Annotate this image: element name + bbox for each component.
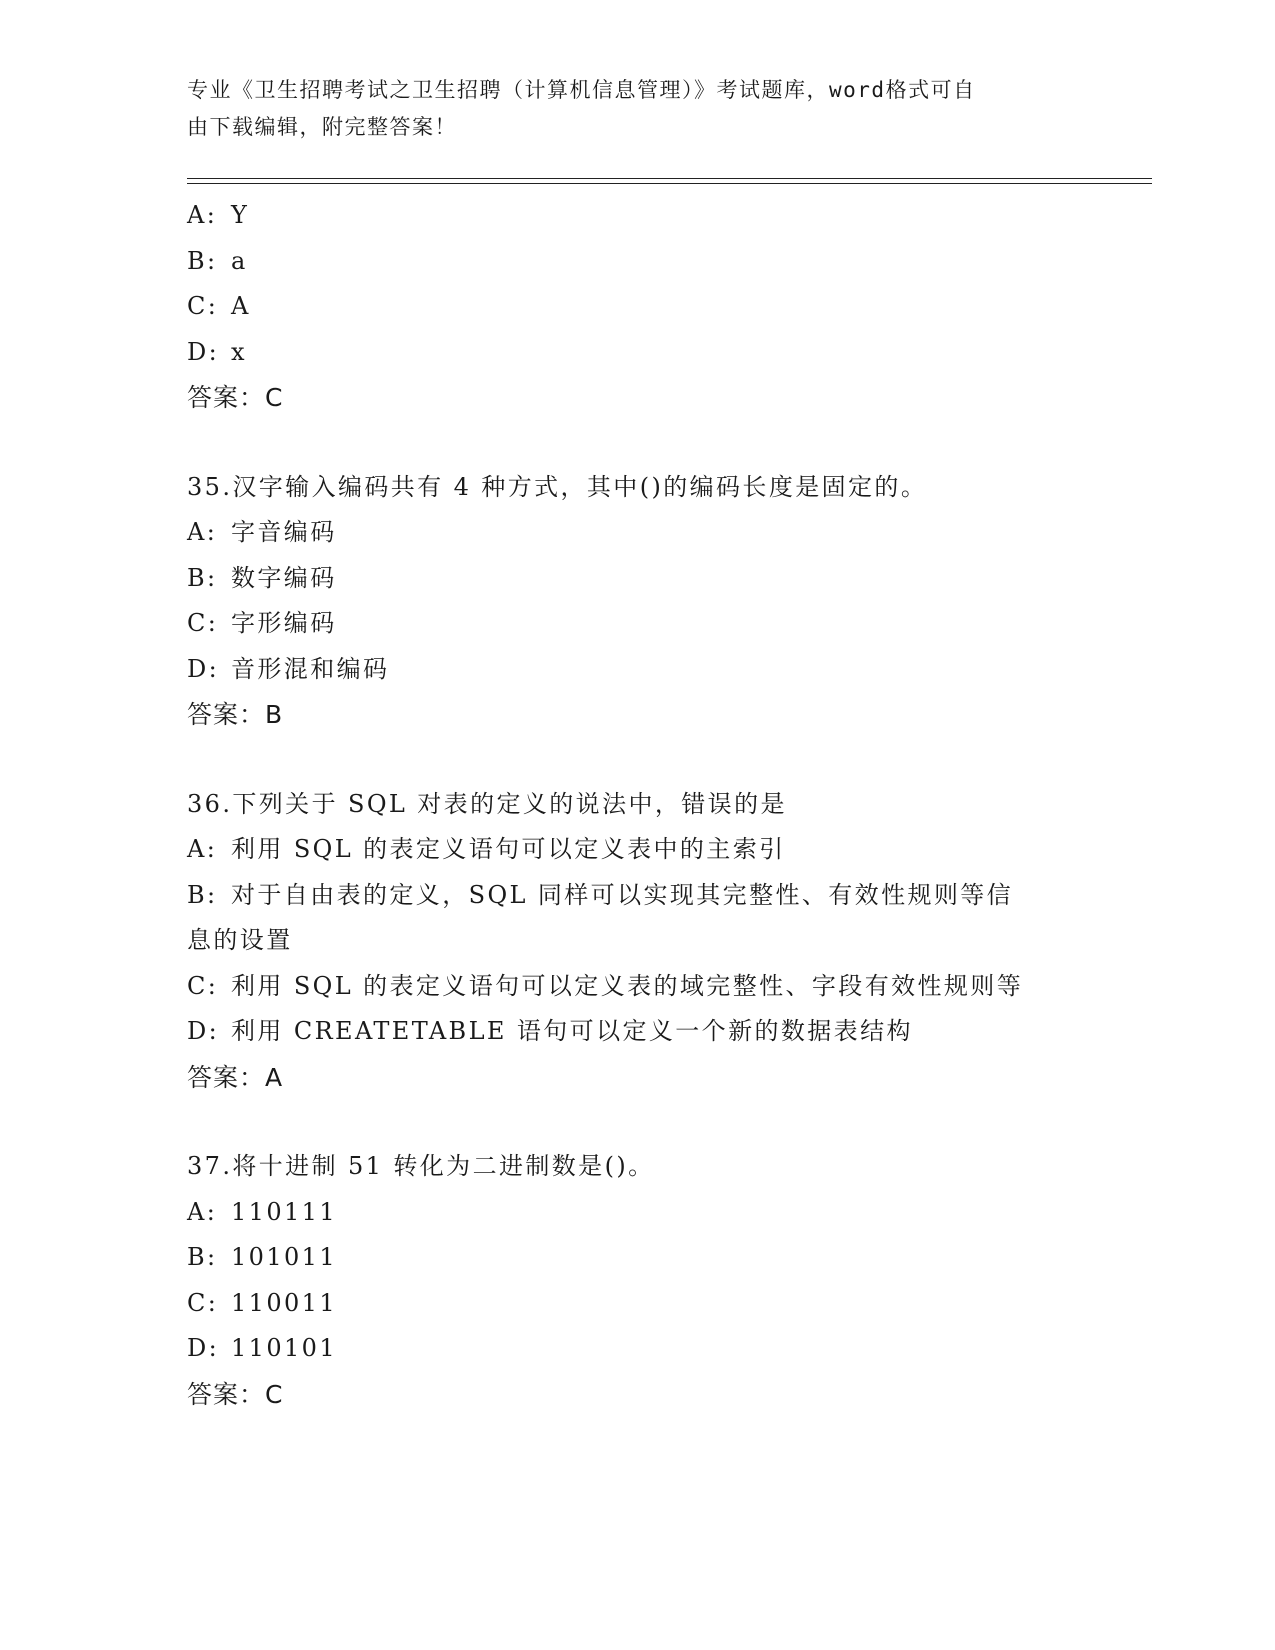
option-d — [187, 1009, 1087, 1055]
answer-line: 答案：A — [187, 1062, 284, 1092]
option-label: A: — [187, 835, 218, 863]
header-line-1: 专业《卫生招聘考试之卫生招聘（计算机信息管理）》考试题库，word格式可自 — [187, 78, 976, 102]
option-label: D: — [187, 337, 220, 366]
option-label: D: — [187, 1334, 220, 1362]
question-37 — [187, 1144, 1087, 1417]
question-list — [187, 193, 1087, 1417]
option-text: x — [231, 337, 247, 366]
option-a — [187, 1190, 1087, 1236]
option-text: 利用 SQL 的表定义语句可以定义表的域完整性、字段有效性规则等 — [231, 971, 1024, 1000]
answer-line: 答案：B — [187, 700, 284, 729]
question-36 — [187, 782, 1087, 1101]
header-divider-top — [187, 178, 1152, 179]
option-text: 对于自由表的定义，SQL 同样可以实现其完整性、有效性规则等信 — [231, 880, 1014, 909]
option-d — [187, 330, 1087, 376]
option-text: 利用 CREATETABLE 语句可以定义一个新的数据表结构 — [231, 1017, 913, 1045]
option-b-continued: 息的设置 — [187, 926, 293, 954]
option-text: 数字编码 — [231, 563, 337, 592]
option-label: C: — [187, 971, 219, 1000]
option-label: A: — [187, 518, 218, 546]
option-text: 利用 SQL 的表定义语句可以定义表中的主索引 — [231, 835, 786, 863]
option-text: 字形编码 — [231, 609, 337, 637]
question-text: 35.汉字输入编码共有 4 种方式，其中()的编码长度是固定的。 — [187, 472, 928, 501]
option-text: 110101 — [231, 1334, 338, 1362]
option-b — [187, 1235, 1087, 1281]
document-header — [187, 72, 1067, 146]
question-34 — [187, 193, 1087, 421]
option-label: B: — [187, 880, 218, 909]
question-text: 37.将十进制 51 转化为二进制数是()。 — [187, 1152, 655, 1180]
option-c — [187, 601, 1087, 647]
question-35 — [187, 465, 1087, 738]
answer-line: 答案：C — [187, 1379, 284, 1409]
option-a — [187, 193, 1087, 239]
option-a — [187, 510, 1087, 556]
option-label: D: — [187, 1017, 220, 1045]
option-text: a — [231, 246, 248, 275]
option-label: B: — [187, 1243, 218, 1271]
option-c — [187, 1281, 1087, 1327]
spacer — [187, 421, 1087, 465]
option-b — [187, 873, 1087, 919]
answer-line: 答案：C — [187, 383, 284, 412]
option-b — [187, 556, 1087, 602]
header-line-2: 由下载编辑，附完整答案！ — [187, 115, 457, 139]
option-text: Y — [231, 201, 250, 229]
option-c — [187, 284, 1087, 330]
option-text: 音形混和编码 — [231, 654, 390, 683]
option-label: B: — [187, 563, 218, 592]
option-text: 字音编码 — [231, 518, 337, 546]
option-label: C: — [187, 292, 219, 320]
option-text: 110111 — [231, 1197, 338, 1226]
option-text: 101011 — [231, 1243, 338, 1271]
option-text: A — [231, 292, 251, 320]
option-label: C: — [187, 609, 219, 637]
spacer — [187, 1100, 1087, 1144]
option-d — [187, 647, 1087, 693]
question-text: 36.下列关于 SQL 对表的定义的说法中，错误的是 — [187, 789, 787, 818]
option-d — [187, 1326, 1087, 1372]
option-a — [187, 827, 1087, 873]
option-label: D: — [187, 654, 220, 683]
option-label: A: — [187, 1197, 218, 1226]
header-divider-bottom — [187, 183, 1152, 184]
option-label: A: — [187, 201, 218, 229]
option-c — [187, 964, 1087, 1010]
option-b — [187, 239, 1087, 285]
option-text: 110011 — [231, 1288, 338, 1317]
option-label: C: — [187, 1288, 219, 1317]
spacer — [187, 738, 1087, 782]
option-label: B: — [187, 246, 218, 275]
